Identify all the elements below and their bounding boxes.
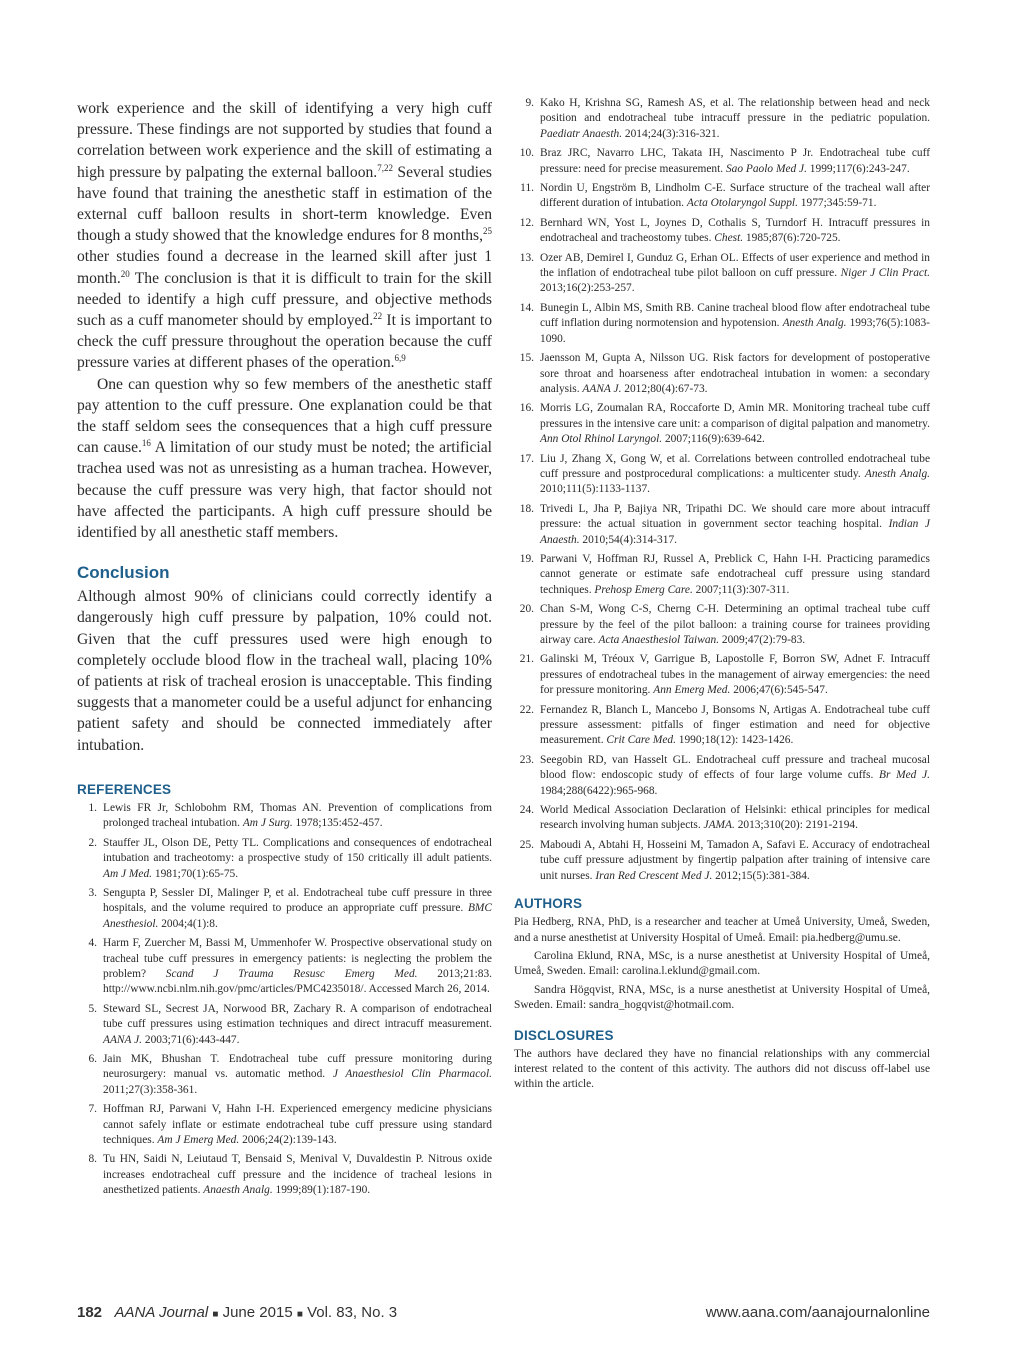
reference-item xyxy=(514,146,930,177)
reference-journal: J Anaesthesiol Clin Pharmacol. xyxy=(332,1068,492,1081)
reference-citation: 1985;87(6):720-725. xyxy=(743,232,841,245)
volume-issue: Vol. 83, No. 3 xyxy=(307,1304,398,1321)
author-bio-1: Pia Hedberg, RNA, PhD, is a researcher and teacher at Umeå University, Umeå, Sweden, and a nurse anesthetist at University Hospital of Umeå. Email: pia.hedberg@umu.se. xyxy=(514,916,930,944)
reference-journal: Paediatr Anaesth. xyxy=(540,127,623,140)
reference-item xyxy=(514,652,930,698)
text-span: work experience and the skill of identifying a very high cuff pressure. These findings are not supported by studies that found a correlation between work experience and the skill of estimating a high pressure by palpating the external balloon. xyxy=(77,100,492,181)
reference-journal: Indian J Anaesth. xyxy=(540,518,930,546)
reference-item xyxy=(514,452,930,498)
text-span: One can question why so few members of the anesthetic staff pay attention to the cuff pressure. One explanation could be that the staff seldom sees the consequences that a high cuff pressure can cause. xyxy=(77,375,492,457)
reference-item xyxy=(514,301,930,347)
reference-journal: Scand J Trauma Resusc Emerg Med. xyxy=(165,967,418,980)
reference-text: Trivedi L, Jha P, Bajiya NR, Tripathi DC. We should care more about intracuff pressure: the actual situation in government sector teaching hospital. xyxy=(540,502,930,531)
reference-number: 20. xyxy=(519,603,534,616)
reference-journal: Ann Emerg Med. xyxy=(653,684,731,697)
authors-section xyxy=(514,896,930,1013)
reference-citation: 2003;71(6):443-447. xyxy=(142,1033,240,1046)
reference-number: 25. xyxy=(519,838,534,851)
reference-number: 11. xyxy=(520,182,534,195)
reference-item xyxy=(514,351,930,397)
reference-item xyxy=(514,181,930,212)
author-bio-3: Sandra Högqvist, RNA, MSc, is a nurse anesthetist at University Hospital of Umeå, Sweden. Email: sandra_hogqvist@hotmail.com. xyxy=(514,983,930,1012)
reference-item xyxy=(514,803,930,834)
reference-citation: 2013;16(2):253-257. xyxy=(540,282,635,295)
reference-number: 24. xyxy=(519,804,534,817)
reference-text: Seegobin RD, van Hasselt GL. Endotracheal cuff pressure and tracheal mucosal blood flow: endoscopic study of effects of four large volume cuffs. xyxy=(540,753,930,782)
reference-text: Ozer AB, Demirel I, Gunduz G, Erhan OL. Effects of user experience and method in the inflation of endotracheal tube pilot balloon on cuff pressure. xyxy=(540,251,930,280)
reference-item xyxy=(514,502,930,548)
reference-citation: 2012;80(4):67-73. xyxy=(621,382,708,395)
reference-citation: 2006;24(2):139-143. xyxy=(239,1134,337,1147)
journal-name: AANA Journal xyxy=(114,1304,209,1321)
reference-item xyxy=(514,251,930,297)
reference-number: 15. xyxy=(519,352,534,365)
reference-journal: Anesth Analg. xyxy=(864,467,930,480)
reference-item xyxy=(514,552,930,598)
reference-item xyxy=(77,1002,492,1048)
reference-citation: 2010;54(4):314-317. xyxy=(579,533,677,546)
text-span: It is important to check the cuff pressure throughout the operation because the cuff pressure varies at different phases of the operation. xyxy=(77,312,493,372)
reference-item xyxy=(77,1152,492,1198)
reference-number: 3. xyxy=(88,886,97,899)
reference-journal: Crit Care Med. xyxy=(606,734,676,747)
reference-journal: Sao Paolo Med J. xyxy=(725,162,807,175)
reference-citation: 2014;24(3):316-321. xyxy=(622,127,720,140)
reference-citation: 2009;47(2):79-83. xyxy=(719,634,806,646)
reference-item xyxy=(77,1102,492,1148)
reference-number: 12. xyxy=(519,216,534,229)
reference-number: 10. xyxy=(519,147,534,160)
reference-number: 5. xyxy=(88,1002,97,1015)
reference-citation: 2004;4(1):8. xyxy=(158,917,218,930)
reference-number: 6. xyxy=(88,1052,97,1065)
reference-text: Galinski M, Tréoux V, Garrigue B, Lapostolle F, Borron SW, Adnet F. Intracuff pressures of endotracheal tubes in the management of airway emergencies: the need for pressure monitoring. xyxy=(540,653,930,697)
reference-number: 1. xyxy=(88,801,97,814)
reference-citation: 1984;288(6422):965-968. xyxy=(540,784,658,797)
references-list-left xyxy=(77,801,492,1199)
reference-text: Jain MK, Bhushan T. Endotracheal tube cuff pressure monitoring during neurosurgery: manual vs. automatic method. xyxy=(103,1052,492,1081)
reference-number: 16. xyxy=(519,402,534,415)
reference-journal: Acta Otolaryngol Suppl. xyxy=(686,197,798,210)
reference-journal: Am J Surg. xyxy=(242,817,293,830)
reference-journal: Am J Emerg Med. xyxy=(157,1134,240,1147)
reference-citation: 2012;15(5):381-384. xyxy=(712,869,810,882)
reference-journal: Iran Red Crescent Med J. xyxy=(595,869,713,882)
reference-number: 21. xyxy=(519,653,534,666)
left-column xyxy=(77,98,492,1203)
reference-journal: JAMA. xyxy=(703,819,735,832)
reference-text: Jaensson M, Gupta A, Nilsson UG. Risk factors for development of postoperative sore throat and hoarseness after endotracheal intubation in women: a secondary analysis. xyxy=(540,352,930,395)
reference-citation: 2007;116(9):639-642. xyxy=(662,433,765,446)
reference-citation: 1978;135:452-457. xyxy=(292,817,383,830)
reference-item xyxy=(514,216,930,247)
reference-number: 17. xyxy=(519,452,534,465)
reference-citation: 1999;89(1):187-190. xyxy=(272,1184,371,1197)
references-list-right xyxy=(514,96,930,884)
reference-text: Lewis FR Jr, Schlobohm RM, Thomas AN. Prevention of complications from prolonged tracheal intubation. xyxy=(103,801,492,830)
reference-number: 4. xyxy=(88,937,97,950)
page-footer xyxy=(77,1304,930,1326)
reference-number: 2. xyxy=(88,836,97,849)
text-span: The conclusion is that it is difficult to train for the skill needed to identify a high cuff pressure, and objective methods such as a cuff manometer should by employed. xyxy=(77,269,492,330)
citation-sup: 22 xyxy=(373,310,383,321)
reference-number: 23. xyxy=(519,753,534,766)
reference-number: 7. xyxy=(88,1103,97,1116)
reference-citation: 2013;21:83. http://www.ncbi.nlm.nih.gov/pmc/articles/PMC4235018/. Accessed March 26, 2014. xyxy=(103,967,492,996)
reference-text: Liu J, Zhang X, Gong W, et al. Correlations between controlled endotracheal tube cuff pressure and postprocedural complications: a multicenter study. xyxy=(540,452,930,480)
reference-item xyxy=(514,753,930,799)
reference-citation: 2006;47(6):545-547. xyxy=(730,684,828,697)
citation-sup: 16 xyxy=(141,438,151,449)
text-span: A limitation of our study must be noted; the artificial trachea used was not as unresisting as a human trachea. However, because the cuff pressure was very high, that factor should not have affected the participants. A high cuff pressure should be identified by all anesthetic staff members. xyxy=(77,439,492,542)
citation-sup: 20 xyxy=(120,268,130,279)
references-heading: REFERENCES xyxy=(77,781,172,797)
reference-citation: 1977;345:59-71. xyxy=(797,197,877,210)
reference-journal: Anesth Analg. xyxy=(782,317,847,330)
reference-journal: Chest. xyxy=(714,232,744,245)
text-span: other studies found a decrease in the learned skill after just 1 month. xyxy=(77,248,492,287)
reference-text: Maboudi A, Abtahi H, Hosseini M, Tamadon A, Safavi E. Accuracy of endotracheal tube cuff pressure adjustment by fingertip palpation after training of intensive care unit nurses. xyxy=(540,838,930,882)
reference-citation: 1999;117(6):243-247. xyxy=(806,162,910,175)
reference-journal: AANA J. xyxy=(582,382,622,395)
reference-citation: 2013;310(20): 2191-2194. xyxy=(734,819,858,832)
reference-text: Hoffman RJ, Parwani V, Hahn I-H. Experienced emergency medicine physicians cannot safely inflate or estimate endotracheal tube cuff pressure using standard techniques. xyxy=(103,1103,492,1147)
journal-url[interactable]: www.aana.com/aanajournalonline xyxy=(705,1304,930,1321)
right-column xyxy=(514,98,930,1093)
authors-heading: AUTHORS xyxy=(514,896,583,912)
reference-item xyxy=(514,401,930,447)
reference-text: Braz JRC, Navarro LHC, Takata IH, Nascimento P Jr. Endotracheal tube cuff pressure: need for precise measurement. xyxy=(540,147,930,175)
reference-text: Kako H, Krishna SG, Ramesh AS, et al. The relationship between head and neck position and endotracheal tube intracuff pressure in the pediatric population. xyxy=(540,97,930,125)
citation-sup: 7,22 xyxy=(377,162,393,173)
reference-text: Chan S-M, Wong C-S, Cherng C-H. Determining an optimal tracheal tube cuff pressure by the feel of the pilot balloon: a training course for trainees providing airway care. xyxy=(540,603,930,646)
reference-text: Steward SL, Secrest JA, Norwood BR, Zachary R. A comparison of endotracheal tube cuff pressures using estimation techniques and direct intracuff measurement. xyxy=(103,1002,492,1031)
reference-text: World Medical Association Declaration of Helsinki: ethical principles for medical research involving human subjects. xyxy=(540,804,930,832)
separator: ■ xyxy=(212,1309,219,1320)
reference-number: 14. xyxy=(519,301,534,314)
reference-citation: 2007;11(3):307-311. xyxy=(692,583,790,596)
reference-citation: 1981;70(1):65-75. xyxy=(152,867,239,880)
reference-citation: 1993;76(5):1083-1090. xyxy=(540,317,930,345)
reference-item xyxy=(77,1052,492,1098)
body-paragraph-1 xyxy=(77,98,492,374)
reference-text: Fernandez R, Blanch L, Mancebo J, Bonsoms N, Artigas A. Endotracheal tube cuff pressure assessment: pitfalls of finger estimation and need for objective measurement. xyxy=(540,703,930,747)
reference-text: Parwani V, Hoffman RJ, Russel A, Preblick C, Hahn I-H. Practicing paramedics cannot generate or estimate safe endotracheal cuff pressure using standard techniques. xyxy=(540,552,930,596)
conclusion-paragraph: Although almost 90% of clinicians could correctly identify a dangerously high cuff pressure by palpation, 10% could not. Given that the cuff pressures used were high enough to completely occlude blood flow in the tracheal wall, placing 10% of patients at risk of tracheal erosion is unacceptable. This finding suggests that a manometer could be a useful adjunct for enhancing patient safety and should be connected immediately after intubation. xyxy=(77,588,492,754)
citation-sup: 6,9 xyxy=(394,353,406,364)
reference-item xyxy=(514,602,930,648)
reference-number: 9. xyxy=(525,97,534,109)
disclosures-heading: DISCLOSURES xyxy=(514,1027,614,1043)
reference-text: Nordin U, Engström B, Lindholm C-E. Surface structure of the tracheal wall after different duration of intubation. xyxy=(540,182,930,210)
reference-item xyxy=(77,801,492,832)
reference-journal: Anaesth Analg. xyxy=(203,1184,273,1197)
reference-journal: Prehosp Emerg Care. xyxy=(594,583,693,596)
reference-journal: Acta Anaesthesiol Taiwan. xyxy=(598,634,720,646)
reference-item xyxy=(77,936,492,998)
reference-journal: Niger J Clin Pract. xyxy=(840,267,930,280)
author-bio-2: Carolina Eklund, RNA, MSc, is a nurse anesthetist at University Hospital of Umeå, Umeå, Sweden. Email: carolina.l.eklund@gmail.com. xyxy=(514,949,930,978)
reference-text: Sengupta P, Sessler DI, Malinger P, et al. Endotracheal tube cuff pressure in three hospitals, and the volume required to produce an appropriate cuff pressure. xyxy=(103,886,492,915)
reference-journal: Ann Otol Rhinol Laryngol. xyxy=(540,433,663,446)
disclosures-section xyxy=(514,1028,930,1093)
reference-citation: 1990;18(12): 1423-1426. xyxy=(675,734,794,747)
reference-text: Stauffer JL, Olson DE, Petty TL. Complications and consequences of endotracheal intubation and tracheotomy: a prospective study of 150 critically ill adult patients. xyxy=(103,836,492,865)
citation-sup: 25 xyxy=(483,226,492,237)
reference-text: Morris LG, Zoumalan RA, Roccaforte D, Amin MR. Monitoring tracheal tube cuff pressures in the intensive care unit: a comparison of digital palpation and manometry. xyxy=(540,402,930,430)
reference-number: 22. xyxy=(519,703,534,716)
text-span: Several studies have found that training the anesthetic staff in estimation of the external cuff balloon results in short-term knowledge. Even though a study showed that the knowledge endures for 8 months, xyxy=(77,163,492,245)
reference-journal: Am J Med. xyxy=(103,867,153,880)
reference-text: Tu HN, Saidi N, Leiutaud T, Bensaid S, Menival V, Duvaldestin P. Nitrous oxide increases endotracheal cuff pressure and the incidence of tracheal lesions in anesthetized patients. xyxy=(103,1153,492,1197)
reference-item xyxy=(77,886,492,932)
reference-item xyxy=(514,703,930,749)
issue-date: June 2015 xyxy=(222,1304,293,1321)
reference-item xyxy=(514,96,930,142)
separator: ■ xyxy=(296,1309,303,1320)
reference-item xyxy=(514,838,930,884)
page-number: 182 xyxy=(77,1304,103,1321)
conclusion-heading: Conclusion xyxy=(77,563,170,583)
reference-number: 19. xyxy=(519,552,534,565)
reference-citation: 2011;27(3):358-361. xyxy=(103,1083,198,1096)
disclosures-text: The authors have declared they have no financial relationships with any commercial interest related to the content of this activity. The authors did not discuss off-label use within the article. xyxy=(514,1047,930,1091)
body-paragraph-2 xyxy=(77,374,492,544)
reference-journal: AANA J. xyxy=(103,1033,143,1046)
reference-text: Bernhard WN, Yost L, Joynes D, Cothalis S, Turndorf H. Intracuff pressures in endotracheal and tracheostomy tubes. xyxy=(540,216,930,245)
reference-citation: 2010;111(5):1133-1137. xyxy=(540,483,650,496)
reference-number: 18. xyxy=(519,502,534,515)
reference-item xyxy=(77,836,492,882)
reference-number: 13. xyxy=(519,251,534,264)
reference-text: Bunegin L, Albin MS, Smith RB. Canine tracheal blood flow after endotracheal tube cuff inflation during normotension and hypotension. xyxy=(540,301,930,330)
reference-number: 8. xyxy=(88,1153,97,1166)
reference-text: Harm F, Zuercher M, Bassi M, Ummenhofer W. Prospective observational study on tracheal tube cuff pressures in emergency patients: is neglecting the problem the problem? xyxy=(103,937,492,980)
reference-journal: Br Med J. xyxy=(879,769,930,782)
reference-journal: BMC Anesthesiol. xyxy=(103,902,492,930)
